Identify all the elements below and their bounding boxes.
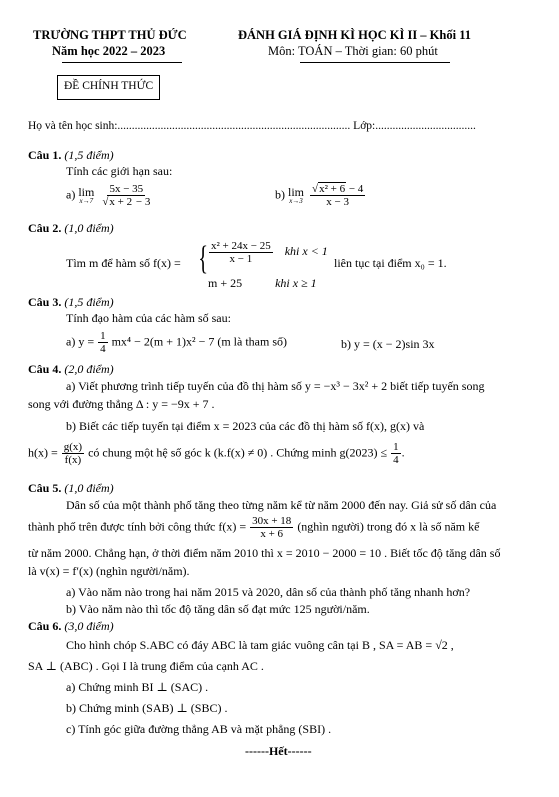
q6-b: b) Chứng minh (SAB) ⊥ (SBC) . [66,701,228,715]
school-year: Năm học 2022 – 2023 [52,44,166,58]
q2-case2-cond: khi x ≥ 1 [275,276,317,290]
q4-b-line2 [28,441,405,466]
student-info-line: Họ và tên học sinh:................................................................................. Lớp:................................... [28,120,476,132]
q4-a-line2: song với đường thẳng Δ : y = −9x + 7 . [28,397,215,411]
q4-b-line1: b) Biết các tiếp tuyến tại điểm x = 2023 của các đồ thị hàm số f(x), g(x) và [66,419,425,433]
q2-points: (1,0 điểm) [64,221,114,235]
q5-formula-den: x + 6 [260,528,284,541]
q1-a-lim: lim [78,185,95,200]
q1-a-lim-sub: x→7 [79,197,94,206]
q5-heading [28,481,114,496]
q4-b-bound-den: 4 [393,454,399,467]
q2-case2-expr: m + 25 [208,276,243,290]
q1-b-sqrt-sign: √ [312,183,319,195]
q6-line1: Cho hình chóp S.ABC có đáy ABC là tam giác vuông cân tại B , SA = AB = √2 , [66,638,454,652]
q4-b-frac-num: g(x) [63,441,83,453]
q3-a-rest: mx⁴ − 2(m + 1)x² − 7 (m là tham số) [111,334,287,349]
q4-heading [28,362,114,377]
q1-b-num-rest: − 4 [346,183,364,195]
q3-intro: Tính đạo hàm của các hàm số sau: [66,311,231,325]
q6-points: (3,0 điểm) [64,619,114,633]
q1-points: (1,5 điểm) [64,148,114,162]
q3-a-frac-num: 1 [100,330,106,342]
q1-heading [28,148,114,163]
subject-underline [300,62,450,63]
q5-line2 [28,515,479,540]
q3-a-frac-den: 4 [100,343,106,356]
q1-b-denominator: x − 3 [326,196,350,209]
q1-a-radicand: x + 2 [109,196,133,209]
official-label: ĐỀ CHÍNH THỨC [64,80,154,92]
q1-b-label: b) [275,187,285,202]
q1-a-numerator: 5x − 35 [109,183,144,195]
end-marker: ------Hết------ [245,744,312,758]
q2-post: liên tục tại điểm x₀ = 1. [334,256,447,270]
q2-case1-numerator: x² + 24x − 25 [211,240,271,252]
q2-case1-denominator: x − 1 [229,253,253,266]
exam-title: ĐÁNH GIÁ ĐỊNH KÌ HỌC KÌ II – Khối 11 [238,28,472,42]
q5-line2-pre: thành phố trên được tính bởi công thức f(x) = [28,519,247,534]
q6-title: Câu 6. [28,619,62,633]
q2-case1-cond: khi x < 1 [284,244,328,259]
q6-a: a) Chứng minh BI ⊥ (SAC) . [66,680,209,694]
q3-b: b) y = (x − 2)sin 3x [341,337,435,351]
q2-heading [28,221,114,236]
q3-a [66,330,287,355]
q3-heading [28,295,114,310]
q1-b [275,183,366,208]
q3-title: Câu 3. [28,295,62,309]
q1-intro: Tính các giới hạn sau: [66,164,173,178]
q5-line2-post: (nghìn người) trong đó x là số năm kể [297,519,480,534]
q4-points: (2,0 điểm) [64,362,114,376]
q5-title: Câu 5. [28,481,62,495]
q1-a-den-rest: − 3 [133,196,151,209]
q5-points: (1,0 điểm) [64,481,114,495]
q4-b-end: . [401,445,405,460]
q3-points: (1,5 điểm) [64,295,114,309]
q6-c: c) Tính góc giữa đường thẳng AB và mặt phẳng (SBI) . [66,722,332,736]
q2-pre: Tìm m để hàm số f(x) = [66,256,181,270]
q2-brace: { [198,240,209,277]
q1-title: Câu 1. [28,148,62,162]
q4-title: Câu 4. [28,362,62,376]
q5-b: b) Vào năm nào thì tốc độ tăng dân số đạt mức 125 người/năm. [66,602,370,616]
exam-subject: Môn: TOÁN – Thời gian: 60 phút [268,44,438,58]
q5-line3: từ năm 2000. Chẳng hạn, ở thời điểm năm 2010 thì x = 2010 − 2000 = 10 . Biết tốc độ tăng dân số [28,546,501,560]
q4-b-mid: có chung một hệ số góc k (k.f(x) ≠ 0) . Chứng minh g(2023) ≤ [88,445,388,460]
q4-a-line1: a) Viết phương trình tiếp tuyến của đồ thị hàm số y = −x³ − 3x² + 2 biết tiếp tuyến song [66,379,485,393]
q1-b-radicand: x² + 6 [319,183,346,195]
q2-title: Câu 2. [28,221,62,235]
q1-a-sqrt-sign: √ [102,196,109,209]
header-underline [62,62,182,63]
school-name: TRƯỜNG THPT THỦ ĐỨC [33,28,187,42]
q5-a: a) Vào năm nào trong hai năm 2015 và 2020, dân số của thành phố tăng nhanh hơn? [66,585,471,599]
q1-a [66,183,153,208]
q4-b-frac-den: f(x) [64,454,82,467]
q4-b-pre: h(x) = [28,445,58,460]
q6-heading [28,619,114,634]
q3-a-label: a) y = [66,334,95,349]
q1-b-lim-sub: x→3 [289,197,303,206]
q1-a-label: a) [66,187,76,202]
q2-case2 [208,276,317,291]
q6-line2: SA ⊥ (ABC) . Gọi I là trung điểm của cạnh AC . [28,659,264,673]
q2-case1 [208,240,328,265]
q4-b-bound-num: 1 [393,441,399,453]
q5-formula-num: 30x + 18 [252,515,292,527]
q5-line4: là v(x) = f′(x) (nghìn người/năm). [28,564,190,578]
q5-line1: Dân số của một thành phố tăng theo từng năm kể từ năm 2000 đến nay. Giả sử số dân của [66,498,497,512]
q1-b-lim: lim [288,185,305,200]
